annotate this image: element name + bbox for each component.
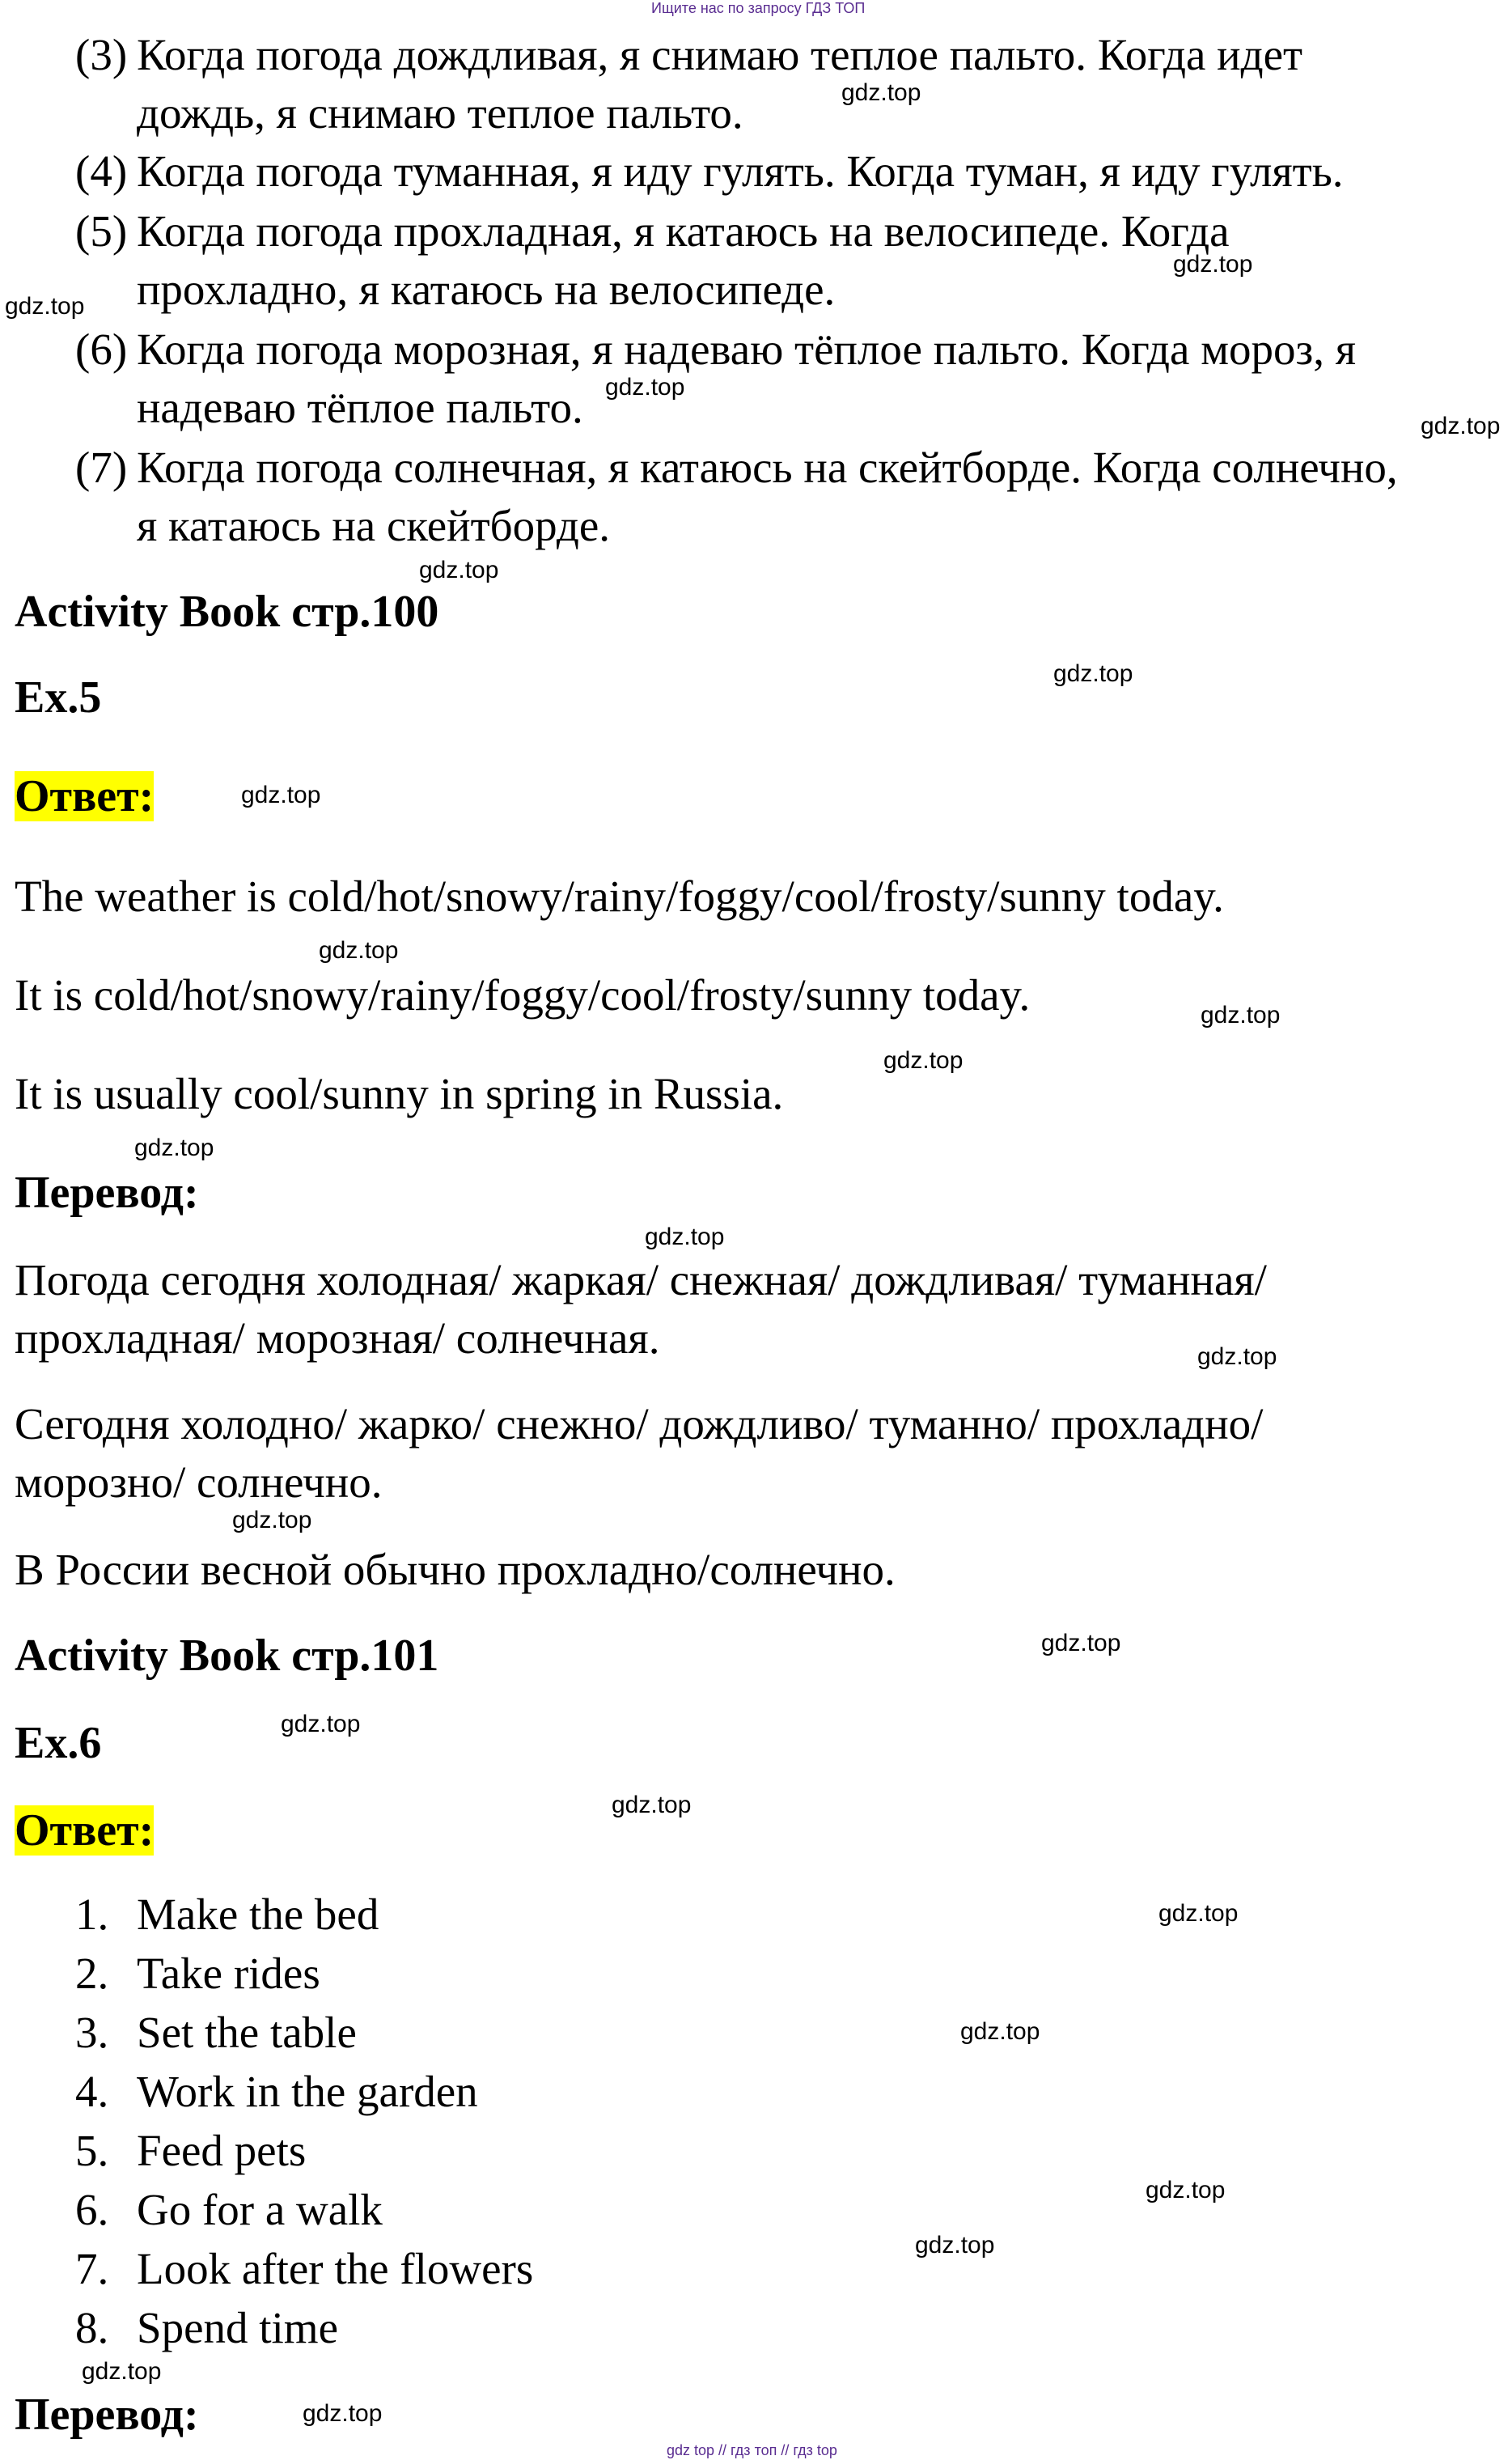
list-item-4 <box>75 2063 478 2121</box>
cont-item-5 <box>75 202 1230 261</box>
list-item-2 <box>75 1945 320 2003</box>
watermark: gdz.top <box>281 1711 361 1737</box>
answer-line-3: It is usually cool/sunny in spring in Russia. <box>15 1069 784 1118</box>
watermark: gdz.top <box>645 1224 725 1250</box>
section2-translation-label: Перевод: <box>15 2390 199 2440</box>
cont-item-3-line2: дождь, я снимаю теплое пальто. <box>137 88 743 138</box>
watermark: gdz.top <box>1146 2177 1226 2203</box>
section1-title: Activity Book стр.100 <box>15 587 439 637</box>
list-text: Go for a walk <box>137 2185 383 2234</box>
list-number: 2. <box>75 1949 109 1998</box>
answer-highlight: Ответ: <box>15 771 155 821</box>
list-text: Feed pets <box>137 2126 307 2175</box>
list-item-5 <box>75 2122 306 2180</box>
section1-answer-label <box>15 767 154 825</box>
watermark: gdz.top <box>1421 413 1501 439</box>
item-line: Когда погода солнечная, я катаюсь на скейтборде. Когда солнечно, <box>137 443 1398 492</box>
translation-1-line2: прохладная/ морозная/ солнечная. <box>15 1313 660 1363</box>
watermark: gdz.top <box>5 293 85 320</box>
item-line: Когда погода дождливая, я снимаю теплое пальто. Когда идет <box>137 30 1303 79</box>
list-number: 5. <box>75 2126 109 2175</box>
cont-item-6-line2: надеваю тёплое пальто. <box>137 383 583 432</box>
item-line: Когда погода туманная, я иду гулять. Когда туман, я иду гулять. <box>137 146 1344 196</box>
list-item-8 <box>75 2299 338 2357</box>
watermark: gdz.top <box>841 79 921 106</box>
watermark: gdz.top <box>1201 1002 1281 1029</box>
watermark: gdz.top <box>1041 1630 1121 1656</box>
item-number: (7) <box>75 443 128 492</box>
item-line: Когда погода морозная, я надеваю тёплое пальто. Когда мороз, я <box>137 324 1357 374</box>
cont-item-7 <box>75 439 1398 497</box>
cont-item-5-line2: прохладно, я катаюсь на велосипеде. <box>137 265 836 314</box>
section2-answer-label <box>15 1801 154 1860</box>
list-item-1 <box>75 1885 379 1944</box>
section1-exercise: Ex.5 <box>15 672 102 723</box>
list-item-6 <box>75 2181 383 2239</box>
watermark: gdz.top <box>82 2358 162 2385</box>
section1-translation-label: Перевод: <box>15 1168 199 1218</box>
list-text: Set the table <box>137 2008 357 2057</box>
list-number: 7. <box>75 2244 109 2293</box>
list-number: 4. <box>75 2067 109 2116</box>
watermark: gdz.top <box>1173 251 1253 278</box>
list-number: 8. <box>75 2303 109 2352</box>
watermark: gdz.top <box>303 2400 383 2427</box>
watermark: gdz.top <box>241 782 321 808</box>
watermark: gdz.top <box>883 1047 964 1074</box>
translation-3-line1: В России весной обычно прохладно/солнечно. <box>15 1545 896 1594</box>
answer-highlight: Ответ: <box>15 1805 155 1856</box>
translation-1-line1: Погода сегодня холодная/ жаркая/ снежная/ дождливая/ туманная/ <box>15 1255 1267 1304</box>
section2-title: Activity Book стр.101 <box>15 1631 439 1681</box>
watermark: gdz.top <box>1053 660 1133 687</box>
list-text: Look after the flowers <box>137 2244 534 2293</box>
list-text: Work in the garden <box>137 2067 478 2116</box>
list-item-7 <box>75 2240 533 2298</box>
watermark: gdz.top <box>134 1135 214 1161</box>
item-number: (3) <box>75 30 128 79</box>
watermark: gdz.top <box>960 2018 1040 2045</box>
translation-2-line2: морозно/ солнечно. <box>15 1457 383 1507</box>
answer-line-2: It is cold/hot/snowy/rainy/foggy/cool/frosty/sunny today. <box>15 970 1031 1020</box>
watermark: gdz.top <box>612 1792 692 1818</box>
list-number: 6. <box>75 2185 109 2234</box>
watermark: gdz.top <box>319 937 399 964</box>
list-item-3 <box>75 2004 357 2062</box>
watermark: gdz.top <box>1158 1900 1239 1927</box>
list-text: Take rides <box>137 1949 320 1998</box>
list-number: 1. <box>75 1890 109 1939</box>
watermark: gdz.top <box>232 1507 312 1533</box>
answer-line-1: The weather is cold/hot/snowy/rainy/foggy/cool/frosty/sunny today. <box>15 872 1224 921</box>
footer-text: gdz top // гдз топ // гдз top <box>667 2442 837 2458</box>
list-text: Make the bed <box>137 1890 379 1939</box>
watermark: gdz.top <box>419 557 499 583</box>
top-banner: Ищите нас по запросу ГДЗ ТОП <box>651 0 866 16</box>
item-line: Когда погода прохладная, я катаюсь на велосипеде. Когда <box>137 206 1230 256</box>
item-number: (4) <box>75 146 128 196</box>
list-text: Spend time <box>137 2303 339 2352</box>
list-number: 3. <box>75 2008 109 2057</box>
translation-2-line1: Сегодня холодно/ жарко/ снежно/ дождливо/ туманно/ прохладно/ <box>15 1399 1264 1448</box>
cont-item-4 <box>75 142 1344 201</box>
watermark: gdz.top <box>915 2232 995 2259</box>
cont-item-7-line2: я катаюсь на скейтборде. <box>137 501 611 550</box>
watermark: gdz.top <box>605 374 685 401</box>
watermark: gdz.top <box>1197 1343 1277 1370</box>
item-number: (6) <box>75 324 128 374</box>
cont-item-3 <box>75 26 1302 84</box>
item-number: (5) <box>75 206 128 256</box>
section2-exercise: Ex.6 <box>15 1718 102 1768</box>
cont-item-6 <box>75 320 1356 379</box>
